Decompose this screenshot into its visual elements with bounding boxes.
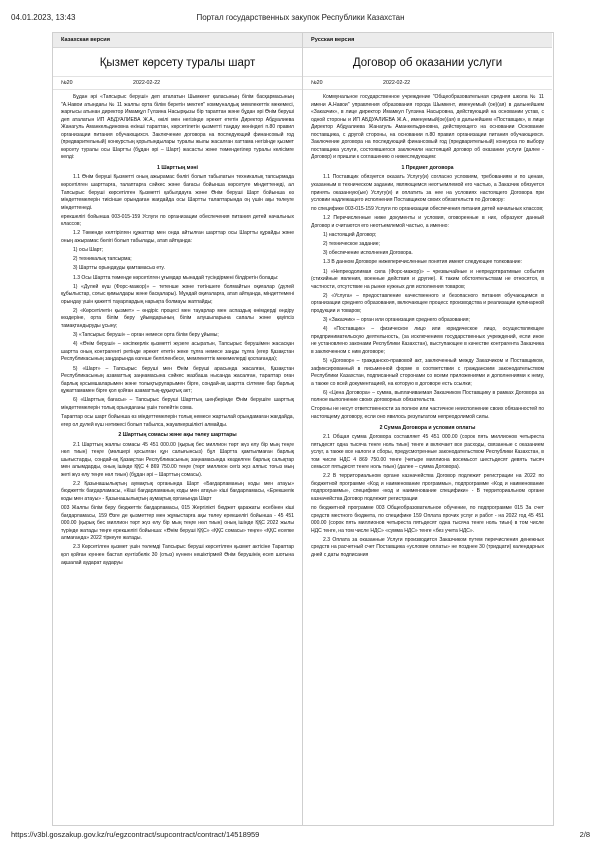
kazakh-contract-meta	[53, 77, 302, 90]
russian-s1-paragraph: Стороны не несут ответственности за полное или частичное неисполнение своих обязанностей по настоящему договору, если оно явилось результатом непреодолимой силы.	[311, 406, 544, 420]
kazakh-s1-paragraph: 1.2 Төменде келтірілген құжаттар мен онда айтылған шарттар осы Шартты құрайды және оның ажырамас бөлігі болып табылады, атап айтқанда:	[61, 230, 294, 244]
russian-s1-paragraph: 4) «Поставщик» – физическое лицо или юридическое лицо, осуществляющее предпринимательскую деятельность, (за исключением государственных учреждений, если иное не установлено законами Республики Казахстан), выступающее в качестве контрагента Заказчика в заключенном с ним договоре;	[311, 326, 544, 355]
kazakh-section-2-title: 2 Шарттың сомасы және ақы төлеу шарттары	[118, 432, 237, 439]
kazakh-s2-paragraph: 2.2 Қазынашылықтың аумақтық органында Шарт «Бағдарламаның коды мен атауы» бюджеттік бағдарламасы, «Кіші бағдарламаның коды мен атауы» кіші бағдарламасы, «Ерекшелік коды мен атауы» - Қазынашылықтың аумақтық органында Шарт	[61, 480, 294, 503]
print-header	[11, 13, 590, 25]
contract-date: 2022-02-22	[133, 80, 161, 86]
kazakh-contract-title: Қызмет көрсету туралы шарт	[53, 48, 302, 77]
russian-s1-paragraph: 6) «Цена Договора» – сумма, выплачиваемая Заказчиком Поставщику в рамках Договора за полное выполнение своих договорных обязательств.	[311, 389, 544, 404]
kazakh-s1-paragraph: 2) «Көрсетілетін қызмет» – өндiрiс процесі мен тауарлар мен аспаздық өнімдердi өндiру көздерiне, орта бiлiм беру ұйымдарының бiлiм алушыларына сапалы және қауіпсіз тамақтандыруды ұсыну;	[61, 307, 294, 330]
contract-date: 2022-02-22	[383, 80, 411, 86]
russian-s1-paragraph: 2) техническое задание;	[323, 241, 380, 248]
russian-s1-paragraph: по специфике 003-015-159 Услуги по организации обеспечения питания детей начальных классов;	[311, 206, 544, 213]
portal-title: Портал государственных закупок Республики Казахстан	[196, 13, 405, 22]
kazakh-s1-paragraph: 1.3 Осы Шартта төменде көрсетілген ұғымдар мынадай түсіндірмені білдіретін болады:	[73, 274, 279, 281]
russian-s1-paragraph: 1.3 В данном Договоре нижеперечисленные понятия имеют следующее толкование:	[323, 259, 522, 266]
russian-s1-paragraph: 3) «Заказчик» – орган или организация среднего образования;	[323, 317, 470, 324]
kazakh-s1-paragraph: 4) «Өнім беруші» – кәсіпкерлік қызметті жүзеге асыратын, Тапсырыс берушімен жасасқан шартта оның контрагенті ретінде әрекет ететін жеке тұлға немесе заңды тұлға (егер Қазақстан Республикасының заңдарында өзгеше белгіленбесе, мемлекеттік мекемелерді қоспағанда);	[61, 341, 294, 363]
russian-s2-paragraph: 2.3 Оплата за оказанные Услуги производится Заказчиком путем перечисления денежных средств на расчетный счет Поставщика «условие оплаты» не позднее 30 (тридцати) календарных дней с даты подписания	[311, 536, 544, 559]
page-number: 2/8	[579, 830, 590, 839]
kazakh-s2-paragraph: 2.3 Көрсетілген қызмет үшін төлемді Тапсырыс беруші көрсетілген қызмет актісіне Тараптар қол қойған күннен бастап күнтізбелік 30 (отыз) күннен кешіктірмей Өнім берушінің есеп шотына ақшалай аударат аударуы	[61, 544, 294, 566]
russian-version-label: Русская версия	[303, 33, 552, 48]
kazakh-s2-paragraph: 003 Жалпы білім беру бюджеттік бағдарламасы, 015 Жергілікті бюджет қаражаты есебінен кіші бағдарламасы, 159 Өзге де қызметтер мен жұмыстарға ақы төлеу ерекшелігі бойынша - 45 451 000.00 (қырық бес миллион төрт жүз елу бір мың теңге нөл тиын) оның ішінде ҚҚС 2022 жылы түрінде жатады теңге ерекшелігі бойынша: «Өнім беруші ҚҚС» «ҚҚС сомасы» теңге» «ҚҚС есепке алмағанда» 2022 тіркеуге жатады.	[61, 505, 294, 542]
print-footer	[11, 830, 590, 842]
russian-version-column	[303, 33, 552, 825]
contract-document	[52, 32, 554, 826]
kazakh-s1-paragraph: 1) «Дүлей күш (Форс-мажор)» – тетенше және төтіншеге болмайтын оқиғалар (дүлей құбылыстар, соғыс қимылдары және басқалары). Мұндай оқиғаларға, атап айтқанда, міндеттеменi орындау үшін қажетті тауарлардың нарықта болмауы жатпайды;	[61, 283, 294, 305]
kazakh-s1-paragraph: 2) техникалық тапсырма;	[73, 256, 132, 263]
russian-s1-paragraph: 5) «Договор» – гражданско-правовой акт, заключенный между Заказчиком и Поставщиком, зафиксированный в письменной форме в соответствии с гражданским законодательством Республики Казахстан, подписанный сторонами со всеми приложениями и дополнениями к нему, а также со всей документацией, на которую в договоре есть ссылки;	[311, 357, 544, 387]
kazakh-s1-paragraph: 1) осы Шарт;	[73, 247, 104, 254]
kazakh-contract-body	[53, 90, 302, 567]
russian-section-2-title: 2 Сумма Договора и условия оплаты	[379, 424, 476, 431]
russian-s2-paragraph: 2.1 Общая сумма Договора составляет 45 451 000.00 (сорок пять миллионов четыреста пятьдесят одна тысяча тенге ноль тиын) тенге и включает все расходы, связанные с оказанием услуг, а также все налоги и сборы, предусмотренные законодательством Республики Казахстан, в том числе НДС 4 869 750.00 тенге (четыре миллиона восемьсот шестьдесят девять тысяч семьсот пятьдесят тенге ноль тиын) (далее – сумма Договора).	[311, 434, 544, 471]
russian-contract-meta	[303, 77, 552, 90]
russian-s1-paragraph: 1.2 Перечисленные ниже документы и условия, оговоренные в них, образуют данный Договор и считаются его неотъемлемой частью, а именно:	[311, 215, 544, 229]
kazakh-version-column	[53, 33, 303, 825]
russian-contract-body	[303, 90, 552, 560]
kazakh-s1-paragraph: 1.1 Өнім беруші Қызметті оның ажырамас бөлігі болып табылатын техникалық тапсырмада көрсетілген шарттарға, талаптарға сәйкес және бағасы бойынша көрсетуге міндеттенеді, ал Тапсырыс беруші көрсетілген Қызметті қабылдауға және Өнім беруші Шарт бойынша өз міндеттемелерін тиісінше орындаған жағдайда осы Шартты талаптарында оң үшін ақы төлеуге міндеттенеді.	[61, 174, 294, 211]
russian-section-1-title: 1 Предмет договора	[401, 164, 454, 171]
russian-s2-paragraph: 2.2 В территориальном органе казначейства Договор подлежит регистрации на 2022 по бюджетной программе «Код и наименование программы», подпрограмме «Код и наименование подпрограммы», специфике «код и наименование специфики» - В территориальном органе казначейства Договор подлежит регистрации	[311, 473, 544, 503]
kazakh-s2-paragraph: 2.1 Шарттың жалпы сомасы 45 451 000.00 (қырық бес миллион төрт жүз елу бір мың теңге нөл тиын) теңге (мөлшері қосылған құн салығынсыз) бұл Шартта қамтылмаған барлық шығыстарды, сондай-ақ Қазақстан Республикасының заңнамасында көзделген барлық салықтар мен алымдарды, оның ішінде ҚҚС 4 869 750.00 теңге (төрт миллион сегіз жүз алпыс тоғыз мың жеті жүз елу теңге нөл тиын) (бұдан әрі – Шарттың сомасы).	[61, 441, 294, 478]
kazakh-s1-paragraph: 3) «Тапсырыс беруші» – орган немесе орта бiлiм беру ұйымы;	[73, 332, 219, 339]
russian-s1-paragraph: 3) обеспечение исполнения Договора.	[323, 250, 413, 257]
contract-number: №20	[311, 80, 323, 86]
page-url: https://v3bl.goszakup.gov.kz/ru/egzcontract/supcontract/contract/14518959	[11, 830, 260, 839]
russian-preamble: Коммунальное государственное учреждение "Общеобразовательная средняя школа № 11 имени А.Навои" управления образования города Шымкент, именуемый (ое)(ая) в дальнейшем «Заказчик», в лице директор Имамкул Гулзина Насыровна, действующий на основании устав, с одной стороны и ИП АБДУАЛИЕВА Ж.А., именуемый(ое)(ая) в дальнейшем «Поставщик», в лице Директор Абдуалиева Жанагуль Аманкельдиновна, действующего на основании Основание поставщика, с другой стороны, на основании п.80 правил организации питания обучающихся. Заключение договора на последующий финансовый год (предварительный) конкурса по выбору поставщика услуги, состоявшегося заключили настоящий договор об оказании услуги (далее - Договор) и пришли к соглашению о нижеследующем:	[311, 94, 544, 161]
kazakh-preamble: Бұдан әрі «Тапсырыс беруші» деп аталатын Шымкент қаласының білім басқармасының "А.Навои атындағы № 11 жалпы орта білім беретін мектеп" коммуналдық мемлекеттік мекемесі, жарғысы атынан директор Имамқұл Гүлзина Насырқызы бір тараптан және бұдан әрі Өнім беруші деп аталатын ИП АБДУАЛИЕВА Ж.А., өкілі мен негізінде әрекет ететін Директор Абдуалиева Жанагуль Аманкельдиновна екінші тараптан, көрсетілетін қызметті таңдау жөніндегі п.80 правил организации питания обучающихся. Заключение договора на последующий финансовый год (предварительный) конкурстың қорытындылары туралы жылы жасалған хаттама негізінде қызмет көрсету туралы осы Шартты (бұдан әрі – Шарт) жасасты және төмендегілер туралы келісімге келді:	[61, 94, 294, 161]
kazakh-s1-paragraph: 3) Шартты орындауды қамтамасыз ету.	[73, 265, 165, 272]
russian-contract-title: Договор об оказании услуги	[303, 48, 552, 77]
russian-s1-paragraph: 2) «Услуга» – предоставление качественного и безопасного питания обучающимся в организации среднего образования, включающее процесс производства и реализации кулинарной продукции и товаров;	[311, 292, 544, 314]
contract-number: №20	[61, 80, 73, 86]
russian-s1-paragraph: 1) «Непреодолимая сила (Форс-мажор)» – чрезвычайные и непредотвратимые события (стихийные явления, военные действия и другие). К таким обстоятельствам не относятся, в частности, отсутствие на рынке нужных для исполнения товаров;	[311, 268, 544, 290]
kazakh-section-1-title: 1 Шарттың мәні	[157, 164, 198, 171]
print-timestamp: 04.01.2023, 13:43	[11, 13, 76, 22]
russian-s2-paragraph: по бюджетной программе 003 Общеобразовательное обучение, по подпрограмме 015 За счет средств местного бюджета, по специфике 159 Оплата прочих услуг и работ - на 2022 год 45 451 000.00 (сорок пять миллионов четыреста пятьдесят одна тысяча тенге ноль тиын) в том числе НДС тенге, на том числе НДС» «сумма НДС» тенге «без учета НДС».	[311, 505, 544, 534]
kazakh-s1-paragraph: 5) «Шарт» – Тапсырыс беруші мен Өнім беруші арасында жасалған, Қазақстан Республикасының азаматтық заңнамасына сәйкес жазбаша нысанда жасалған, тараптар оған барлық қосымшаларымен және толықтыруларымен бірге, сондай-ақ шартта сілтеме бар барлық құжаттамамен бірге қол қойған азаматтық-құқықтық акт;	[61, 365, 294, 395]
kazakh-s1-paragraph: ерекшелігі бойынша 003-015-159 Услуги по организации обеспечения питания детей начальных классов;	[61, 213, 294, 228]
russian-s1-paragraph: 1) настоящий Договор;	[323, 232, 377, 239]
russian-s1-paragraph: 1.1 Поставщик обязуется оказать Услугу(и) согласно условиям, требованиям и по ценам, указанным в техническом задании, являющемся неотъемлемой его частью, а Заказчик обязуется принять оказанную(ые) Услугу(и) и оплатить за нее на условиях настоящего Договора при условии надлежащего исполнения Поставщиком своих обязательств по Договору:	[311, 174, 544, 204]
kazakh-version-label: Казахская версия	[53, 33, 302, 48]
kazakh-s1-paragraph: 6) «Шарттың бағасы» – Тапсырыс беруші Шарттың шеңберінде Өнім берушіге шарттық міндеттемелерін толық орындағаны үшін төлейтін сома.	[61, 397, 294, 411]
kazakh-s1-paragraph: Тараптар осы шарт бойынша өз міндеттемелерін толық немесе жартылай орындамаған жағдайда, егер ол дүлей күш нәтижесі болып табылса, жауапкершілікті алмайды.	[61, 414, 294, 428]
